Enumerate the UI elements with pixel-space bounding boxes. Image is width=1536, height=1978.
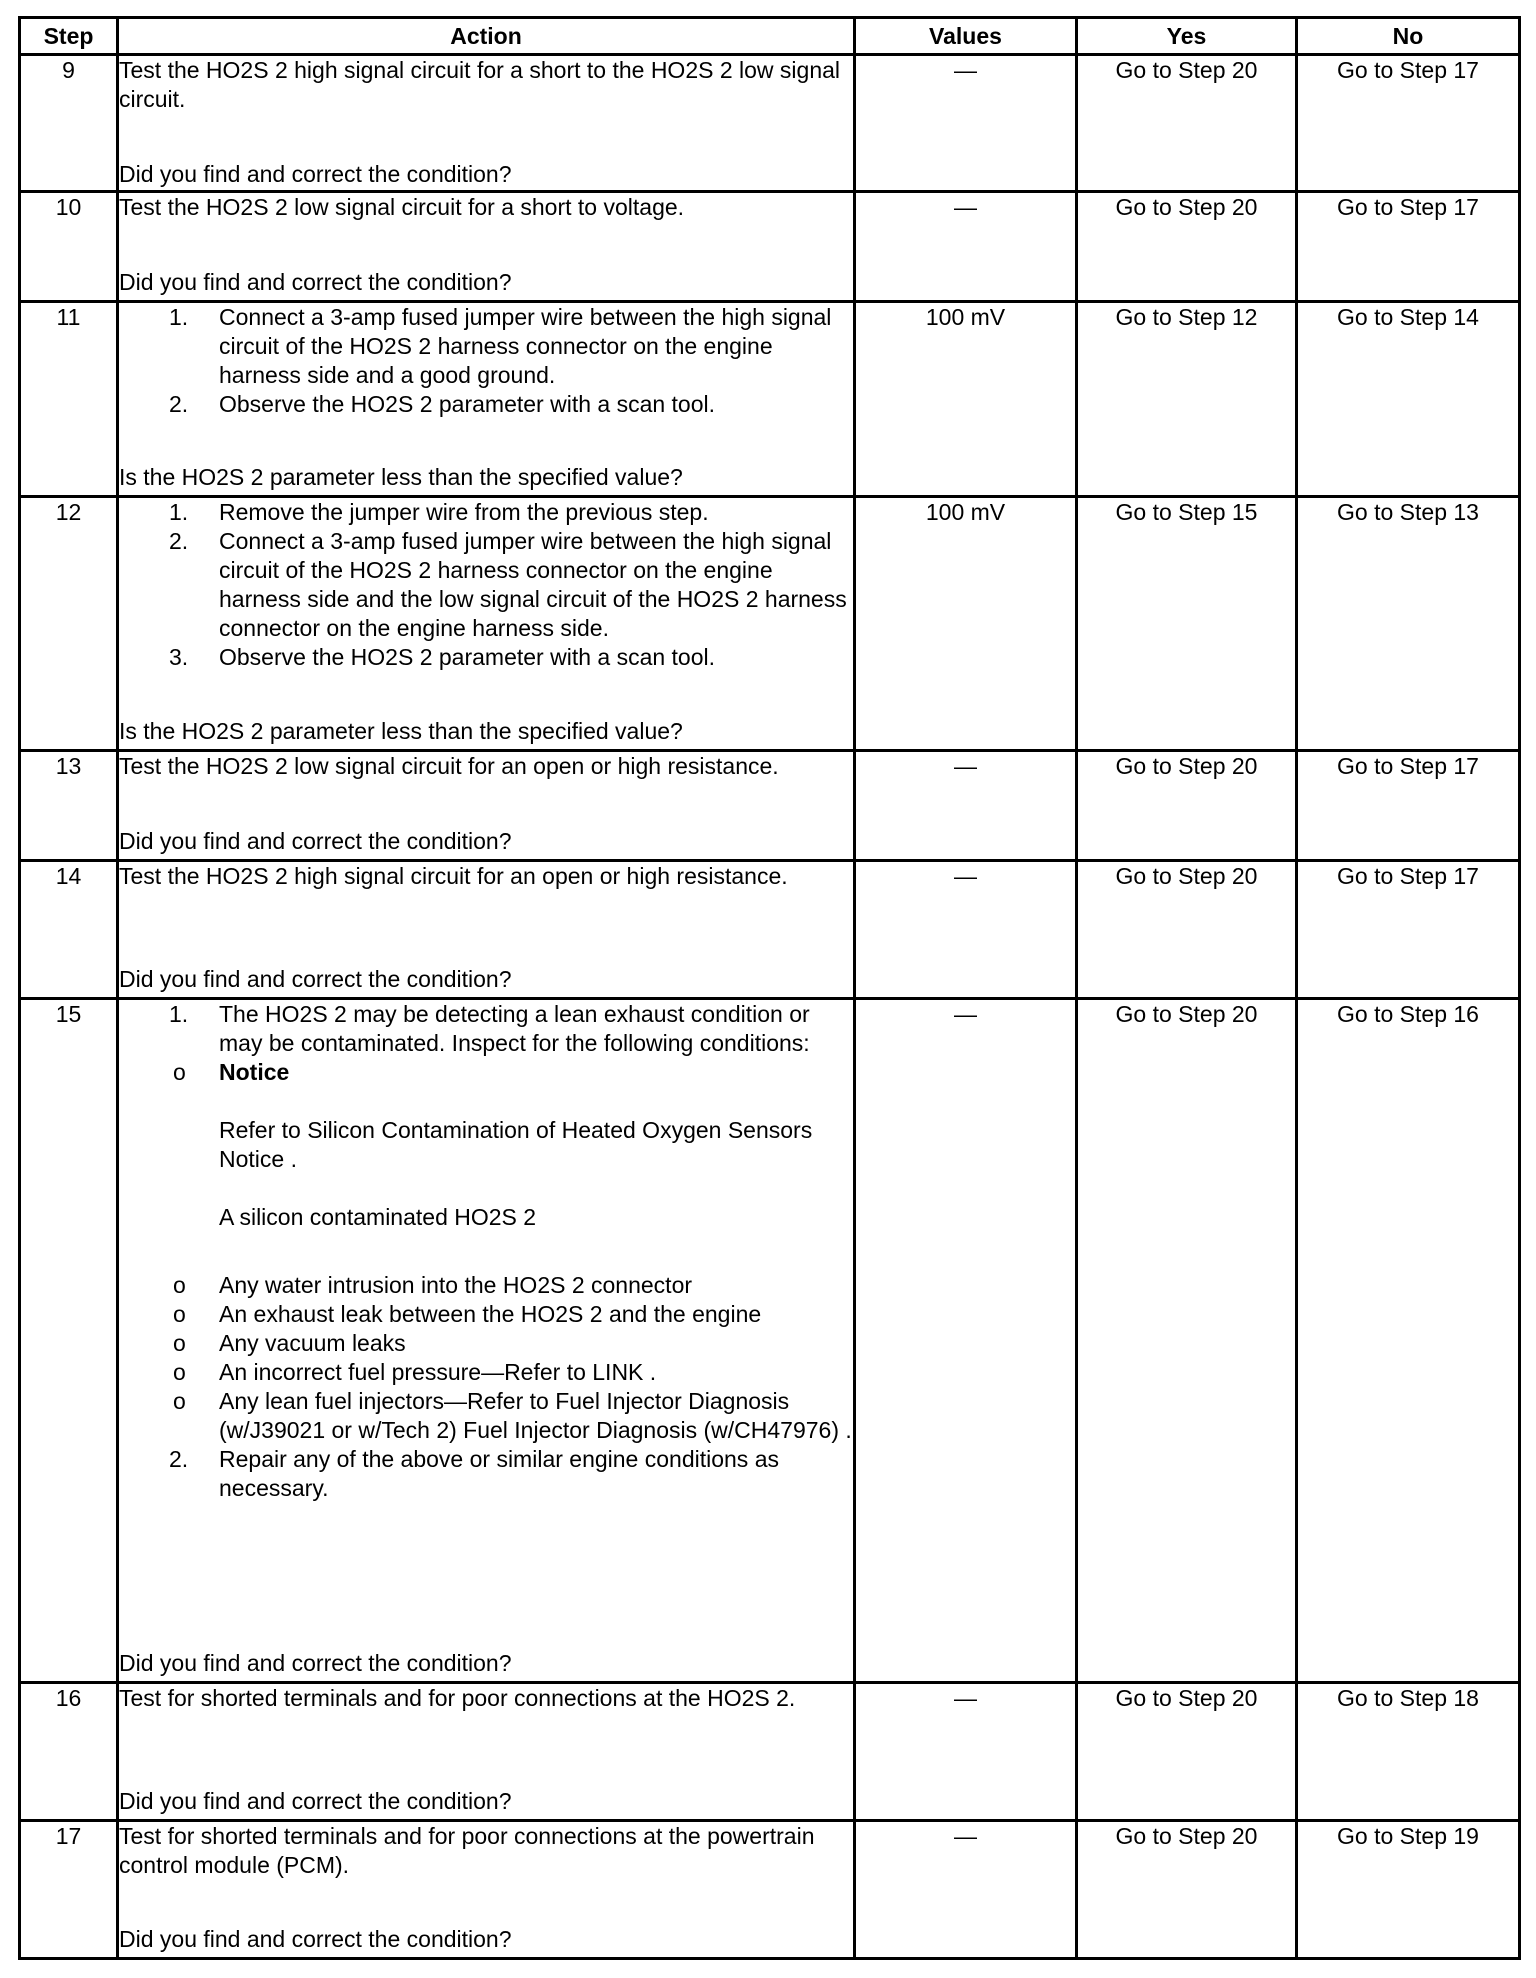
value-cell: 100 mV — [855, 302, 1077, 497]
table-row — [20, 999, 1520, 1683]
action-question: Did you find and correct the condition? — [119, 1926, 512, 1952]
value-cell: — — [855, 751, 1077, 861]
action-cell — [118, 999, 855, 1683]
action-text: Test for shorted terminals and for poor connections at the HO2S 2. — [119, 1685, 796, 1711]
no-link[interactable]: Go to Step 18 — [1337, 1685, 1479, 1711]
bullet-icon: o — [173, 1359, 186, 1385]
condition-item: o An exhaust leak between the HO2S 2 and the engine — [119, 1300, 853, 1329]
list-item: 2. Connect a 3-amp fused jumper wire between the high signal circuit of the HO2S 2 harness connector on the engine harness side and the low signal circuit of the HO2S 2 harness connector on the engine harness side. — [169, 528, 847, 641]
condition-list — [173, 1058, 853, 1445]
yes-cell — [1077, 861, 1297, 999]
no-cell — [1297, 999, 1520, 1683]
table-row — [20, 861, 1520, 999]
step-number: 9 — [20, 55, 118, 192]
yes-cell — [1077, 302, 1297, 497]
list-item: 3. Observe the HO2S 2 parameter with a scan tool. — [169, 644, 716, 670]
yes-link[interactable]: Go to Step 20 — [1115, 1685, 1258, 1711]
list-item: 1. Connect a 3-amp fused jumper wire between the high signal circuit of the HO2S 2 harness connector on the engine harness side and a good ground. — [169, 304, 832, 388]
condition-item: o An incorrect fuel pressure—Refer to LINK . — [119, 1358, 853, 1387]
step-number: 12 — [20, 497, 118, 751]
no-link[interactable]: Go to Step 17 — [1337, 863, 1479, 889]
step-number: 14 — [20, 861, 118, 999]
table-row — [20, 192, 1520, 302]
action-cell — [118, 302, 855, 497]
no-link[interactable]: Go to Step 17 — [1337, 57, 1479, 83]
yes-cell — [1077, 55, 1297, 192]
step-number: 15 — [20, 999, 118, 1683]
action-question: Is the HO2S 2 parameter less than the specified value? — [119, 718, 683, 744]
condition-item: o Any lean fuel injectors—Refer to Fuel Injector Diagnosis (w/J39021 or w/Tech 2) Fuel Injector Diagnosis (w/CH47976) . — [119, 1387, 853, 1445]
action-cell — [118, 55, 855, 192]
yes-link[interactable]: Go to Step 20 — [1115, 753, 1258, 779]
action-cell — [118, 497, 855, 751]
procedure-list — [119, 303, 853, 419]
step-number: 16 — [20, 1683, 118, 1821]
value-cell: — — [855, 1683, 1077, 1821]
action-cell — [118, 861, 855, 999]
header-no: No — [1297, 18, 1520, 55]
bullet-icon: o — [173, 1301, 186, 1327]
step-number: 11 — [20, 302, 118, 497]
table-row — [20, 55, 1520, 192]
table-row — [20, 1821, 1520, 1959]
action-cell — [118, 1821, 855, 1959]
procedure-block — [119, 1000, 853, 1503]
no-link[interactable]: Go to Step 17 — [1337, 753, 1479, 779]
bullet-icon: o — [173, 1059, 186, 1085]
action-question: Did you find and correct the condition? — [119, 1650, 512, 1676]
list-item: 2. Repair any of the above or similar engine conditions as necessary. — [169, 1446, 779, 1501]
yes-cell — [1077, 192, 1297, 302]
bullet-icon: o — [173, 1272, 186, 1298]
notice-item — [119, 1058, 853, 1271]
header-values: Values — [855, 18, 1077, 55]
no-cell — [1297, 1821, 1520, 1959]
table-row — [20, 751, 1520, 861]
action-question: Did you find and correct the condition? — [119, 966, 512, 992]
no-cell — [1297, 751, 1520, 861]
notice-title: Notice — [219, 1059, 290, 1085]
no-link[interactable]: Go to Step 13 — [1337, 499, 1479, 525]
notice-reference[interactable]: Refer to Silicon Contamination of Heated Oxygen Sensors Notice . — [219, 1117, 813, 1172]
no-link[interactable]: Go to Step 14 — [1337, 304, 1479, 330]
yes-cell — [1077, 751, 1297, 861]
step-number: 17 — [20, 1821, 118, 1959]
diagnostic-steps-table — [18, 16, 1521, 1960]
action-text: Test the HO2S 2 high signal circuit for an open or high resistance. — [119, 863, 788, 889]
yes-cell — [1077, 1821, 1297, 1959]
yes-cell — [1077, 999, 1297, 1683]
no-link[interactable]: Go to Step 17 — [1337, 194, 1479, 220]
action-text: Test the HO2S 2 low signal circuit for an open or high resistance. — [119, 753, 779, 779]
yes-cell — [1077, 497, 1297, 751]
yes-link[interactable]: Go to Step 20 — [1115, 1001, 1258, 1027]
step-number: 10 — [20, 192, 118, 302]
action-question: Did you find and correct the condition? — [119, 161, 512, 187]
step-number: 13 — [20, 751, 118, 861]
value-cell: 100 mV — [855, 497, 1077, 751]
yes-link[interactable]: Go to Step 12 — [1115, 304, 1258, 330]
yes-link[interactable]: Go to Step 15 — [1115, 499, 1258, 525]
inspect-intro: The HO2S 2 may be detecting a lean exhaust condition or may be contaminated. Inspect for the following conditions: — [219, 1001, 810, 1056]
bullet-icon: o — [173, 1330, 186, 1356]
procedure-list — [119, 1000, 853, 1503]
value-cell: — — [855, 1821, 1077, 1959]
action-cell — [118, 1683, 855, 1821]
notice-body: A silicon contaminated HO2S 2 — [219, 1204, 537, 1230]
no-link[interactable]: Go to Step 19 — [1337, 1823, 1479, 1849]
yes-link[interactable]: Go to Step 20 — [1115, 194, 1258, 220]
value-cell: — — [855, 55, 1077, 192]
header-yes: Yes — [1077, 18, 1297, 55]
action-text: Test the HO2S 2 high signal circuit for a short to the HO2S 2 low signal circuit. — [119, 57, 841, 112]
no-cell — [1297, 497, 1520, 751]
table-row — [20, 302, 1520, 497]
value-cell: — — [855, 999, 1077, 1683]
header-step: Step — [20, 18, 118, 55]
condition-item: o Any vacuum leaks — [119, 1329, 853, 1358]
list-item: 2. Observe the HO2S 2 parameter with a scan tool. — [169, 391, 716, 417]
no-cell — [1297, 302, 1520, 497]
action-cell — [118, 192, 855, 302]
action-question: Did you find and correct the condition? — [119, 269, 512, 295]
action-question: Did you find and correct the condition? — [119, 1788, 512, 1814]
no-link[interactable]: Go to Step 16 — [1337, 1001, 1479, 1027]
yes-link[interactable]: Go to Step 20 — [1115, 57, 1258, 83]
yes-link[interactable]: Go to Step 20 — [1115, 1823, 1258, 1849]
no-cell — [1297, 861, 1520, 999]
value-cell: — — [855, 192, 1077, 302]
list-item: 1. The HO2S 2 may be detecting a lean exhaust condition or may be contaminated. Inspect for the following conditions: o Notice Refer to Silicon Contamination of Heated Oxygen Sensors Notice . A silicon contaminated HO2S 2 o Any water intrusion into the HO2S 2 connector o An exhaust leak between the HO2S 2 and the engine o Any vacuum leaks o An incorrect fuel pressure—Refer to LINK . o Any lean fuel injectors—Refer to Fuel Injector Diagnosis (w/J39021 or w/Tech 2) Fuel Injector Diagnosis (w/CH47976) . — [119, 1000, 853, 1445]
bullet-icon: o — [173, 1388, 186, 1414]
value-cell: — — [855, 861, 1077, 999]
table-row — [20, 1683, 1520, 1821]
procedure-list — [119, 498, 853, 672]
action-text: Test for shorted terminals and for poor connections at the powertrain control module (PCM). — [119, 1823, 815, 1878]
no-cell — [1297, 1683, 1520, 1821]
action-text: Test the HO2S 2 low signal circuit for a short to voltage. — [119, 194, 685, 220]
table-header-row — [20, 18, 1520, 55]
no-cell — [1297, 192, 1520, 302]
yes-cell — [1077, 1683, 1297, 1821]
condition-item: o Any water intrusion into the HO2S 2 connector — [119, 1271, 853, 1300]
action-question: Did you find and correct the condition? — [119, 828, 512, 854]
yes-link[interactable]: Go to Step 20 — [1115, 863, 1258, 889]
list-item: 1. Remove the jumper wire from the previous step. — [169, 499, 709, 525]
action-cell — [118, 751, 855, 861]
header-action: Action — [118, 18, 855, 55]
no-cell — [1297, 55, 1520, 192]
diagnostic-table-page — [18, 16, 1518, 1960]
table-row — [20, 497, 1520, 751]
action-question: Is the HO2S 2 parameter less than the specified value? — [119, 464, 683, 490]
